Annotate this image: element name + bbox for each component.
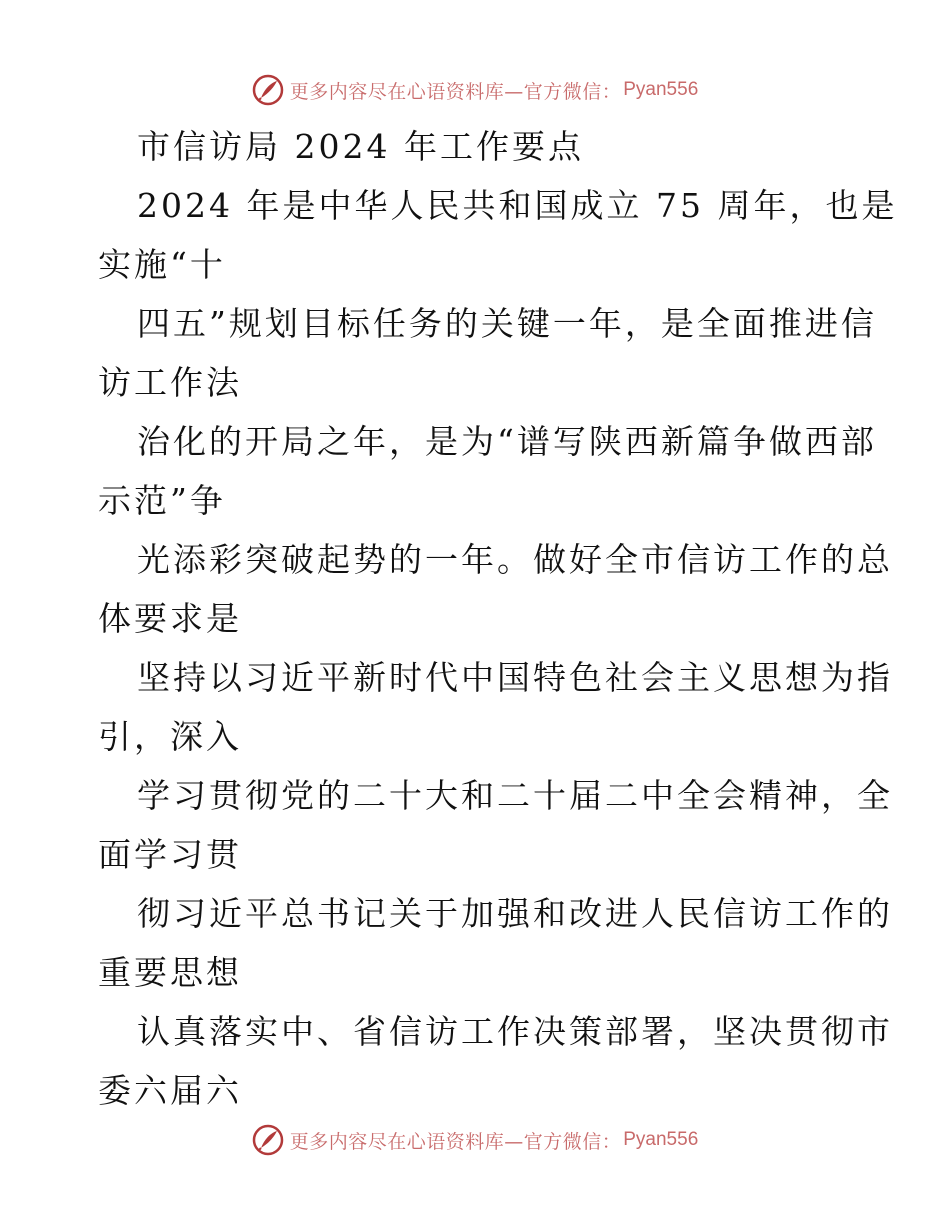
paragraph-line: 四五”规划目标任务的关键一年，是全面推进信 (137, 304, 877, 343)
paragraph-line: 示范”争 (98, 481, 226, 520)
paragraph-line: 治化的开局之年，是为“谱写陕西新篇争做西部 (137, 422, 877, 461)
paragraph-line: 认真落实中、省信访工作决策部署，坚决贯彻市 (137, 1012, 893, 1051)
feather-pen-logo-icon (252, 74, 284, 106)
watermark-text: 更多内容尽在心语资料库—官方微信： (289, 1130, 622, 1153)
paragraph-line: 体要求是 (98, 599, 242, 638)
watermark-text: 更多内容尽在心语资料库—官方微信： (289, 80, 622, 103)
paragraph-line: 访工作法 (98, 363, 242, 402)
header-watermark (0, 70, 950, 110)
watermark-account: Pyan556 (623, 1129, 699, 1150)
paragraph-line: 坚持以习近平新时代中国特色社会主义思想为指 (137, 658, 893, 697)
watermark-account: Pyan556 (623, 79, 699, 100)
paragraph-line: 光添彩突破起势的一年。做好全市信访工作的总 (137, 540, 893, 579)
paragraph-line: 彻习近平总书记关于加强和改进人民信访工作的 (137, 894, 893, 933)
paragraph-line: 实施“十 (98, 245, 226, 284)
document-title: 市信访局 2024 年工作要点 (137, 127, 584, 166)
paragraph-line: 委六届六 (98, 1071, 242, 1110)
paragraph-line: 引，深入 (98, 717, 242, 756)
feather-pen-logo-icon (252, 1124, 284, 1156)
paragraph-line: 学习贯彻党的二十大和二十届二中全会精神，全 (137, 776, 893, 815)
paragraph-line: 面学习贯 (98, 835, 242, 874)
footer-watermark (0, 1120, 950, 1160)
paragraph-line: 重要思想 (98, 953, 242, 992)
paragraph-line: 2024 年是中华人民共和国成立 75 周年，也是 (137, 186, 898, 225)
